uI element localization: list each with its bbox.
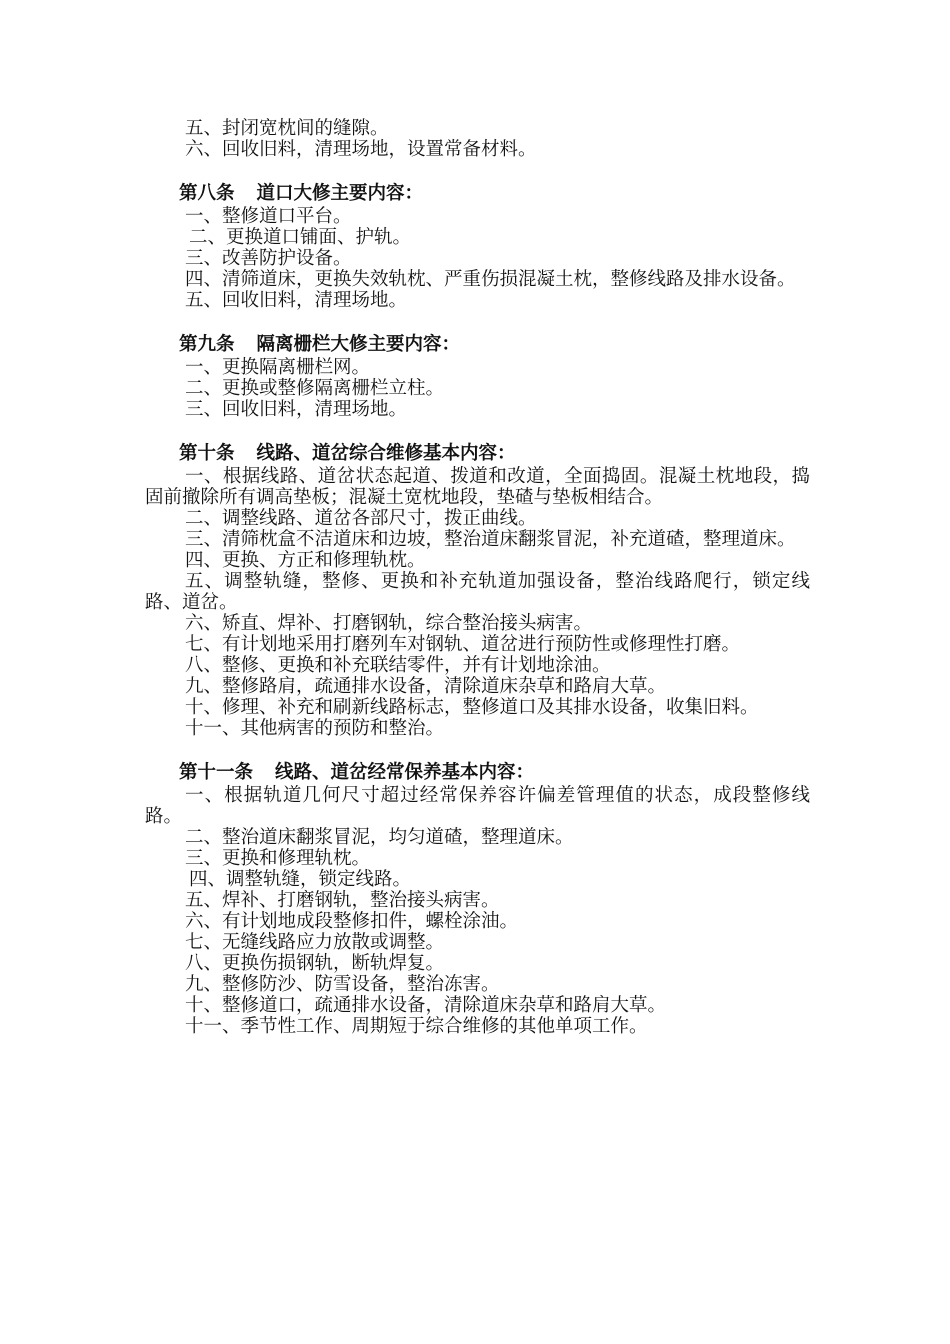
list-item: 十一、其他病害的预防和整治。	[185, 718, 445, 739]
list-item: 八、更换伤损钢轨，断轨焊复。	[185, 953, 445, 974]
list-item: 五、焊补、打磨钢轨，整治接头病害。	[185, 890, 500, 911]
list-item: 三、清筛枕盒不洁道床和边坡，整治道床翻浆冒泥，补充道碴，整理道床。	[185, 529, 796, 550]
section-article-9	[145, 333, 810, 420]
article-number: 第九条	[179, 334, 235, 355]
list-item: 四、清筛道床，更换失效轨枕、严重伤损混凝土枕，整修线路及排水设备。	[185, 269, 796, 290]
list-item: 十、修理、补充和刷新线路标志，整修道口及其排水设备，收集旧料。	[185, 697, 759, 718]
article-title: 道口大修主要内容：	[256, 183, 424, 204]
list-item: 六、矫直、焊补、打磨钢轨，综合整治接头病害。	[185, 613, 593, 634]
list-item: 二、更换道口铺面、护轨。	[189, 227, 412, 248]
article-title: 隔离栅栏大修主要内容：	[256, 334, 461, 355]
article-number: 第十条	[179, 443, 235, 464]
list-item: 一、更换隔离栅栏网。	[185, 357, 371, 378]
section-article-10	[145, 442, 810, 739]
article-number: 第十一条	[179, 762, 254, 783]
list-item: 二、调整线路、道岔各部尺寸，拨正曲线。	[185, 508, 537, 529]
list-item: 三、更换和修理轨枕。	[185, 848, 371, 869]
article-title: 线路、道岔综合维修基本内容：	[256, 443, 516, 464]
list-item: 五、回收旧料，清理场地。	[185, 290, 408, 311]
list-item: 七、有计划地采用打磨列车对钢轨、道岔进行预防性或修理性打磨。	[185, 634, 741, 655]
list-item: 九、整修防沙、防雪设备，整治冻害。	[185, 974, 500, 995]
article-heading	[145, 442, 810, 466]
list-item: 四、调整轨缝，锁定线路。	[189, 869, 412, 890]
list-item: 八、整修、更换和补充联结零件，并有计划地涂油。	[185, 655, 611, 676]
list-item: 五、调整轨缝，整修、更换和补充轨道加强设备，整治线路爬行，锁定线路、道岔。	[145, 571, 810, 613]
list-item: 一、整修道口平台。	[185, 206, 352, 227]
article-number: 第八条	[179, 183, 235, 204]
article-heading	[145, 333, 810, 357]
list-item: 二、整治道床翻浆冒泥，均匀道碴，整理道床。	[185, 827, 574, 848]
list-item: 六、回收旧料，清理场地，设置常备材料。	[185, 139, 537, 160]
section-continued	[145, 118, 810, 160]
list-item: 五、封闭宽枕间的缝隙。	[185, 118, 389, 139]
list-item: 九、整修路肩，疏通排水设备，清除道床杂草和路肩大草。	[185, 676, 667, 697]
list-item: 四、更换、方正和修理轨枕。	[185, 550, 426, 571]
list-item: 六、有计划地成段整修扣件，螺栓涂油。	[185, 911, 519, 932]
list-item: 二、更换或整修隔离栅栏立柱。	[185, 378, 445, 399]
list-item: 七、无缝线路应力放散或调整。	[185, 932, 445, 953]
list-item: 三、回收旧料，清理场地。	[185, 399, 408, 420]
document-body	[145, 118, 810, 1059]
section-article-11	[145, 761, 810, 1037]
section-article-8	[145, 182, 810, 311]
list-item: 十一、季节性工作、周期短于综合维修的其他单项工作。	[185, 1016, 648, 1037]
list-item: 一、根据轨道几何尺寸超过经常保养容许偏差管理值的状态，成段整修线路。	[145, 785, 810, 827]
list-item: 十、整修道口，疏通排水设备，清除道床杂草和路肩大草。	[185, 995, 667, 1016]
list-item: 一、根据线路、道岔状态起道、拨道和改道，全面捣固。混凝土枕地段，捣固前撤除所有调高垫板；混凝土宽枕地段，垫碴与垫板相结合。	[145, 466, 810, 508]
article-heading	[145, 182, 810, 206]
article-title: 线路、道岔经常保养基本内容：	[275, 762, 535, 783]
list-item: 三、改善防护设备。	[185, 248, 352, 269]
article-heading	[145, 761, 810, 785]
